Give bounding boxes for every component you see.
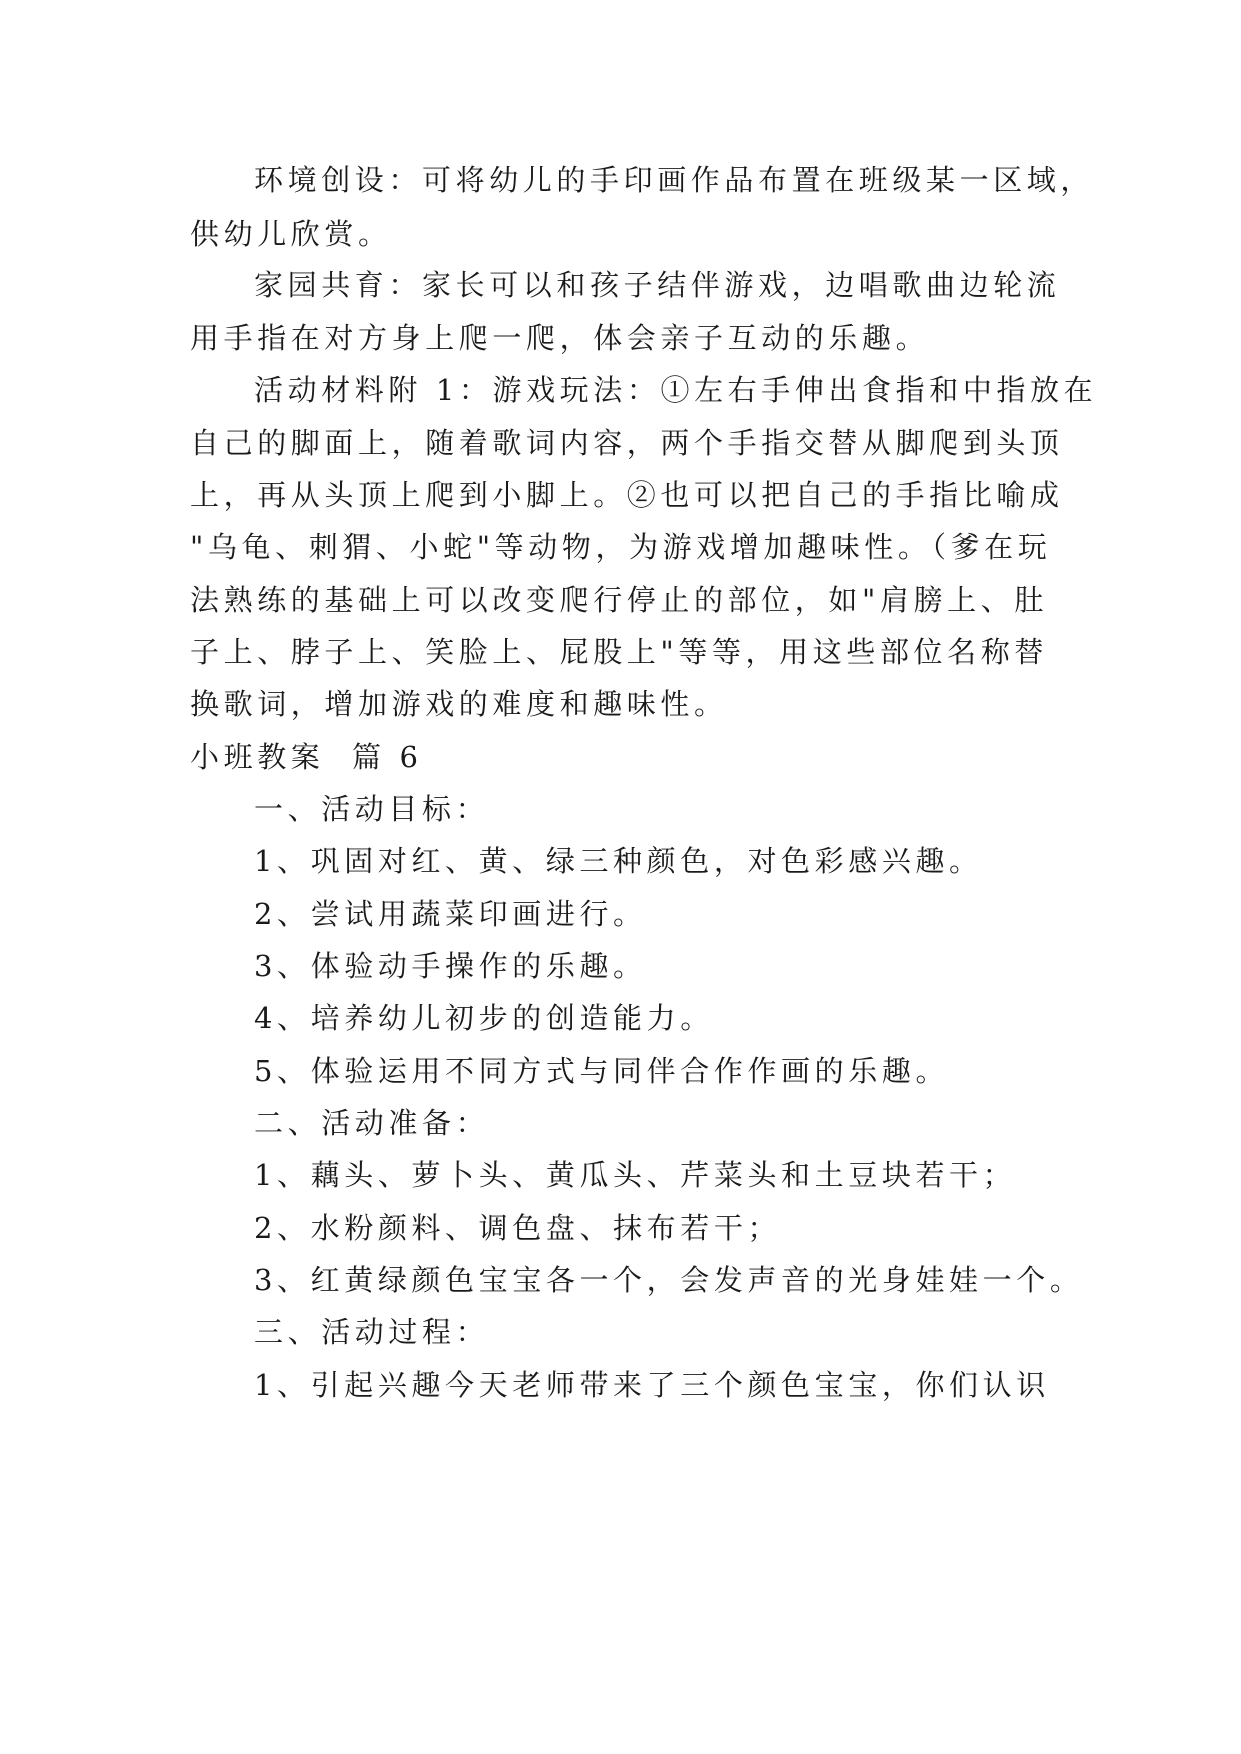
paragraph-line: 子上、脖子上、笑脸上、屁股上"等等，用这些部位名称替 <box>190 635 1048 669</box>
section-heading: 三、活动过程： <box>254 1315 490 1349</box>
paragraph-line: 环境创设：可将幼儿的手印画作品布置在班级某一区域， <box>254 163 1095 197</box>
list-item: 1、巩固对红、黄、绿三种颜色，对色彩感兴趣。 <box>254 844 983 878</box>
list-item: 3、体验动手操作的乐趣。 <box>254 949 647 983</box>
list-item: 2、水粉颜料、调色盘、抹布若干； <box>254 1211 782 1245</box>
paragraph-line: 自己的脚面上，随着歌词内容，两个手指交替从脚爬到头顶 <box>190 426 1064 460</box>
paragraph-line: 家园共育：家长可以和孩子结伴游戏，边唱歌曲边轮流 <box>254 268 1061 302</box>
paragraph-line: 活动材料附 1：游戏玩法：①左右手伸出食指和中指放在 <box>254 373 1098 407</box>
list-item: 5、体验运用不同方式与同伴合作作画的乐趣。 <box>254 1054 950 1088</box>
list-item: 4、培养幼儿初步的创造能力。 <box>254 1001 714 1035</box>
section-title: 小班教案 篇 6 <box>190 740 423 774</box>
section-heading: 一、活动目标： <box>254 792 490 826</box>
list-item: 1、藕头、萝卜头、黄瓜头、芹菜头和土豆块若干； <box>254 1158 1017 1192</box>
paragraph-line: 换歌词，增加游戏的难度和趣味性。 <box>190 687 728 721</box>
paragraph-line: 上，再从头顶上爬到小脚上。②也可以把自己的手指比喻成 <box>190 478 1064 512</box>
paragraph-line: 法熟练的基础上可以改变爬行停止的部位，如"肩膀上、肚 <box>190 583 1048 617</box>
list-item: 1、引起兴趣今天老师带来了三个颜色宝宝，你们认识 <box>254 1368 1050 1402</box>
paragraph-line: 供幼儿欣赏。 <box>190 217 392 251</box>
paragraph-line: 用手指在对方身上爬一爬，体会亲子互动的乐趣。 <box>190 321 930 355</box>
list-item: 2、尝试用蔬菜印画进行。 <box>254 897 647 931</box>
section-heading: 二、活动准备： <box>254 1106 490 1140</box>
list-item: 3、红黄绿颜色宝宝各一个，会发声音的光身娃娃一个。 <box>254 1263 1084 1297</box>
paragraph-line: "乌龟、刺猬、小蛇"等动物，为游戏增加趣味性。（爹在玩 <box>190 530 1052 564</box>
